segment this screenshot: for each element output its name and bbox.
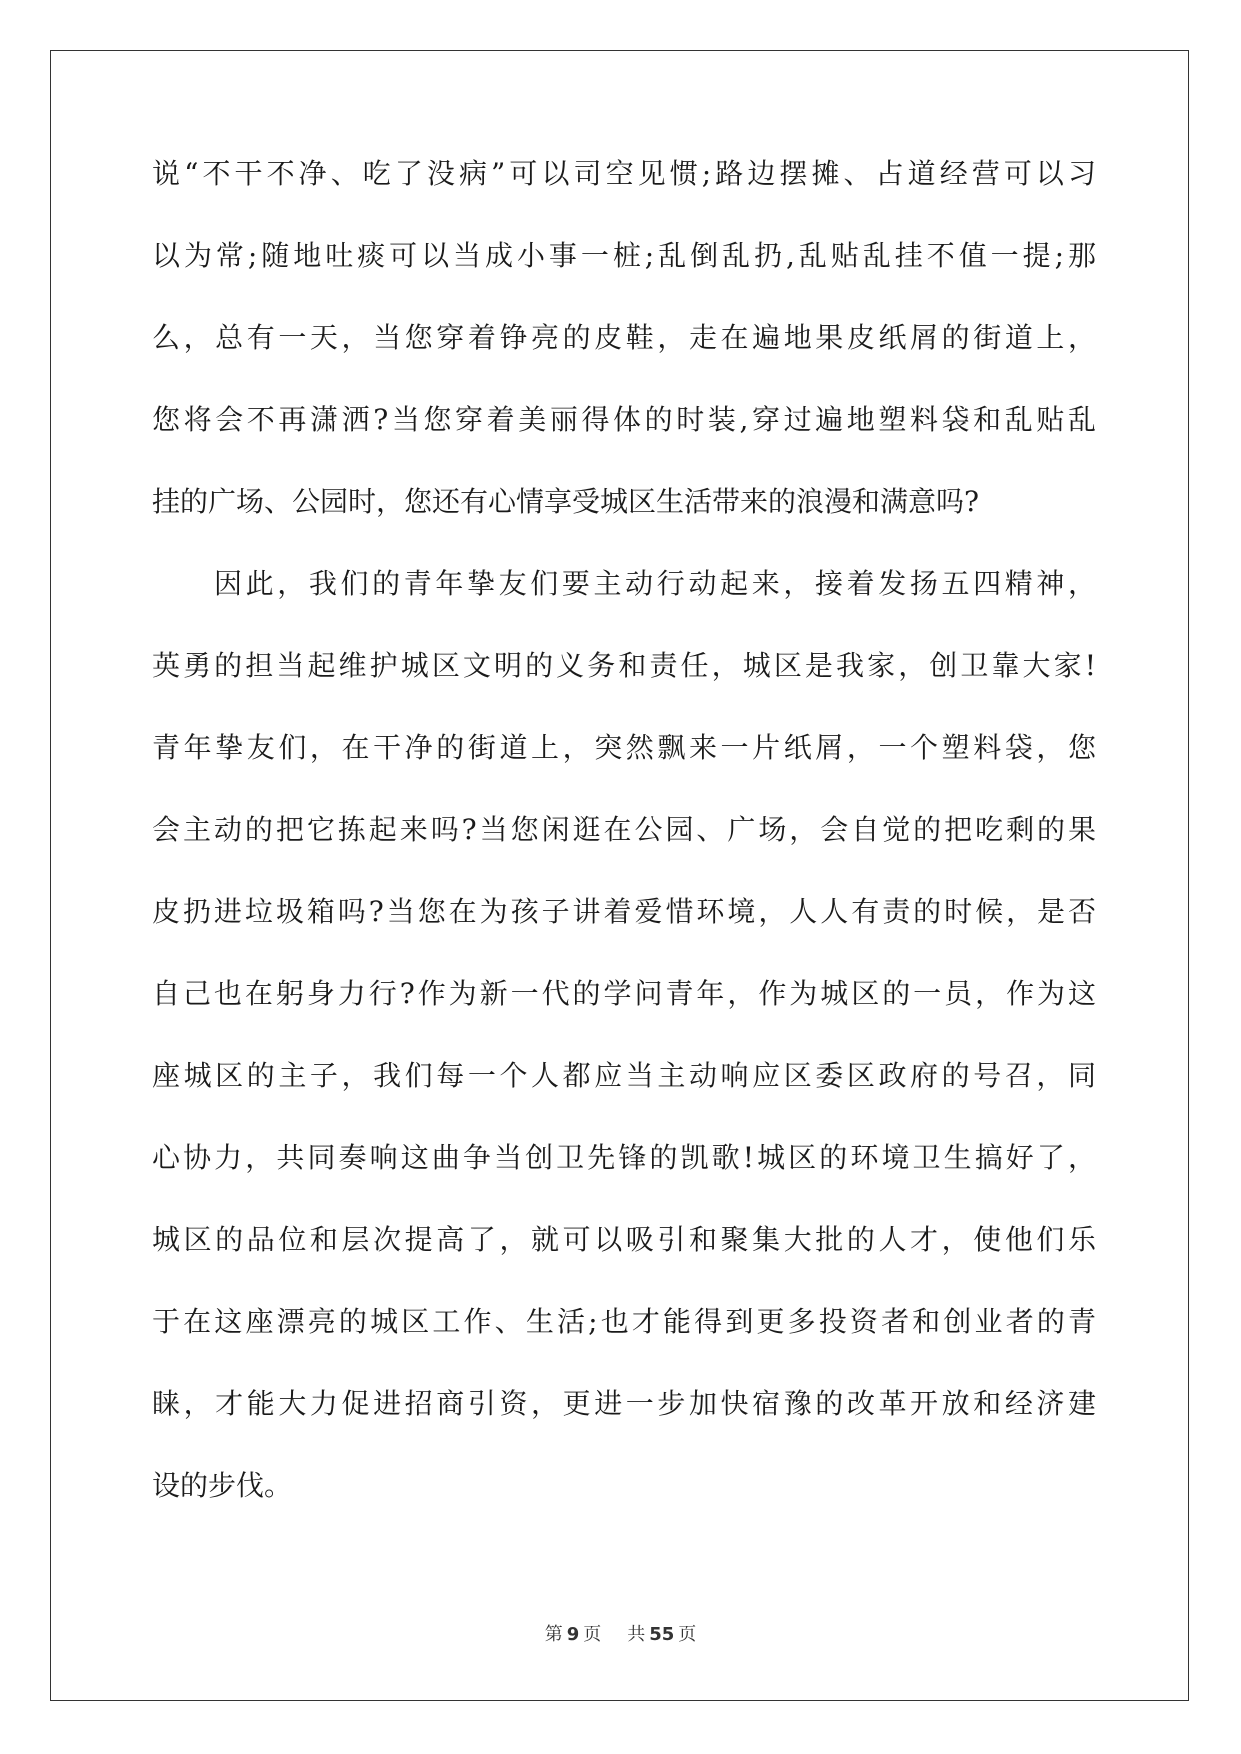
footer-prefix: 第 (544, 1624, 563, 1645)
text-line: 自己也在躬身力行?作为新一代的学问青年，作为城区的一员，作为这 (152, 977, 1096, 1010)
text-line: 说“不干不净、吃了没病”可以司空见惯;路边摆摊、占道经营可以习 (152, 157, 1096, 190)
text-line: 城区的品位和层次提高了，就可以吸引和聚集大批的人才，使他们乐 (152, 1223, 1096, 1256)
text-line: 以为常;随地吐痰可以当成小事一桩;乱倒乱扔,乱贴乱挂不值一提;那 (152, 239, 1096, 272)
document-body (152, 157, 1096, 1554)
footer-total-unit: 页 (678, 1624, 697, 1645)
total-page-count: 55 (649, 1624, 675, 1645)
text-line: 皮扔进垃圾箱吗?当您在为孩子讲着爱惜环境，人人有责的时候，是否 (152, 895, 1096, 928)
text-line: 心协力，共同奏响这曲争当创卫先锋的凯歌!城区的环境卫生搞好了， (152, 1141, 1096, 1174)
footer-page-unit: 页 (583, 1624, 602, 1645)
text-line: 会主动的把它拣起来吗?当您闲逛在公园、广场，会自觉的把吃剩的果 (152, 813, 1096, 846)
text-line: 于在这座漂亮的城区工作、生活;也才能得到更多投资者和创业者的青 (152, 1305, 1096, 1338)
text-line: 么，总有一天，当您穿着铮亮的皮鞋，走在遍地果皮纸屑的街道上， (152, 321, 1096, 354)
text-line: 英勇的担当起维护城区文明的义务和责任，城区是我家，创卫靠大家! (152, 649, 1096, 682)
text-line: 睐，才能大力促进招商引资，更进一步加快宿豫的改革开放和经济建 (152, 1387, 1096, 1420)
text-line: 挂的广场、公园时，您还有心情享受城区生活带来的浪漫和满意吗? (152, 485, 980, 518)
text-line: 座城区的主子，我们每一个人都应当主动响应区委区政府的号召，同 (152, 1059, 1096, 1092)
current-page-number: 9 (566, 1624, 580, 1645)
footer-total-prefix: 共 (627, 1624, 646, 1645)
paragraph-start-line: 因此，我们的青年挚友们要主动行动起来，接着发扬五四精神， (214, 567, 1096, 600)
text-line: 设的步伐。 (152, 1469, 293, 1502)
text-line: 您将会不再潇洒?当您穿着美丽得体的时装,穿过遍地塑料袋和乱贴乱 (152, 403, 1096, 436)
page-footer (0, 1620, 1241, 1646)
text-line: 青年挚友们，在干净的街道上，突然飘来一片纸屑，一个塑料袋，您 (152, 731, 1096, 764)
